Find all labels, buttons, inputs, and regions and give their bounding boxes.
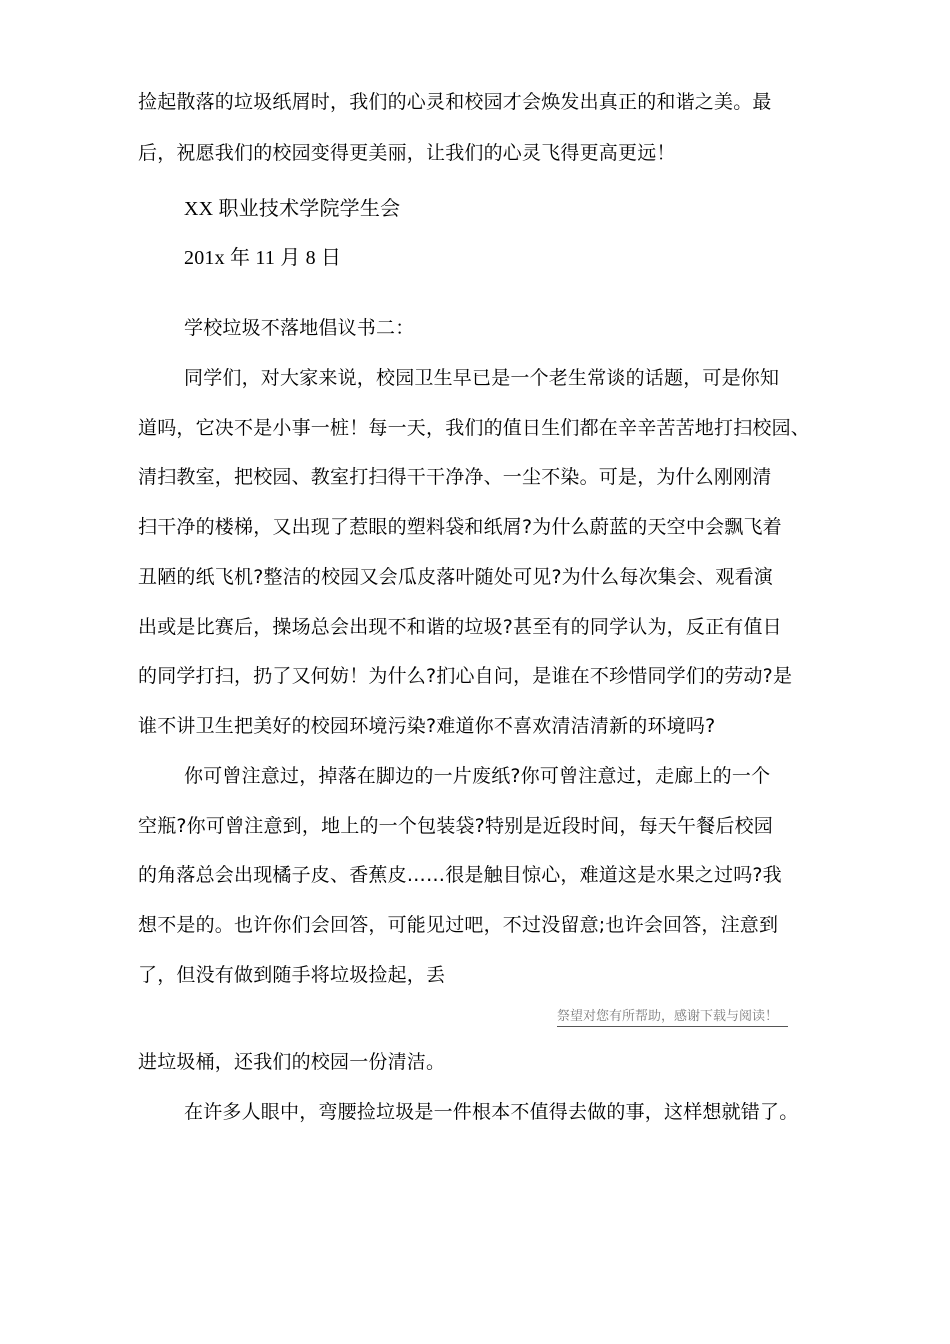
paragraph-line: 同学们，对大家来说，校园卫生早已是一个老生常谈的话题，可是你知 <box>184 367 780 389</box>
paragraph-line: 后，祝愿我们的校园变得更美丽，让我们的心灵飞得更高更远！ <box>138 142 676 164</box>
paragraph-line: 想不是的。也许你们会回答，可能见过吧，不过没留意;也许会回答，注意到 <box>138 914 779 936</box>
paragraph-line: 捡起散落的垃圾纸屑时，我们的心灵和校园才会焕发出真正的和谐之美。最 <box>138 91 772 113</box>
paragraph-line: 在许多人眼中，弯腰捡垃圾是一件根本不值得去做的事，这样想就错了。 <box>184 1101 799 1123</box>
paragraph-line: 出或是比赛后，操场总会出现不和谐的垃圾?甚至有的同学认为，反正有值日 <box>138 616 782 638</box>
paragraph-line: 空瓶?你可曾注意到，地上的一个包装袋?特别是近段时间，每天午餐后校园 <box>138 815 773 837</box>
section-heading: 学校垃圾不落地倡议书二： <box>184 317 415 339</box>
paragraph-line: 的角落总会出现橘子皮、香蕉皮……很是触目惊心，难道这是水果之过吗?我 <box>138 864 782 886</box>
paragraph-line: 进垃圾桶，还我们的校园一份清洁。 <box>138 1051 446 1073</box>
paragraph-line: 你可曾注意过，掉落在脚边的一片废纸?你可曾注意过，走廊上的一个 <box>184 765 771 787</box>
paragraph-line: 道吗，它决不是小事一桩！每一天，我们的值日生们都在辛辛苦苦地打扫校园、 <box>138 417 811 439</box>
paragraph-line: 丑陋的纸飞机?整洁的校园又会瓜皮落叶随处可见?为什么每次集会、观看演 <box>138 566 773 588</box>
page-footer-note: 祭望对您有所帮助，感谢下载与阅读！ <box>557 1009 788 1027</box>
paragraph-line: 清扫教室，把校园、教室打扫得干干净净、一尘不染。可是，为什么刚刚清 <box>138 466 772 488</box>
signature-organization: XX 职业技术学院学生会 <box>184 198 401 220</box>
paragraph-line: 谁不讲卫生把美好的校园环境污染?难道你不喜欢清洁清新的环境吗? <box>138 715 716 737</box>
paragraph-line: 扫干净的楼梯，又出现了惹眼的塑料袋和纸屑?为什么蔚蓝的天空中会飘飞着 <box>138 516 782 538</box>
paragraph-line: 了，但没有做到随手将垃圾捡起，丢 <box>138 964 446 986</box>
signature-date: 201x 年 11 月 8 日 <box>184 247 342 269</box>
paragraph-line: 的同学打扫，扔了又何妨！为什么?扪心自问，是谁在不珍惜同学们的劳动?是 <box>138 665 793 687</box>
